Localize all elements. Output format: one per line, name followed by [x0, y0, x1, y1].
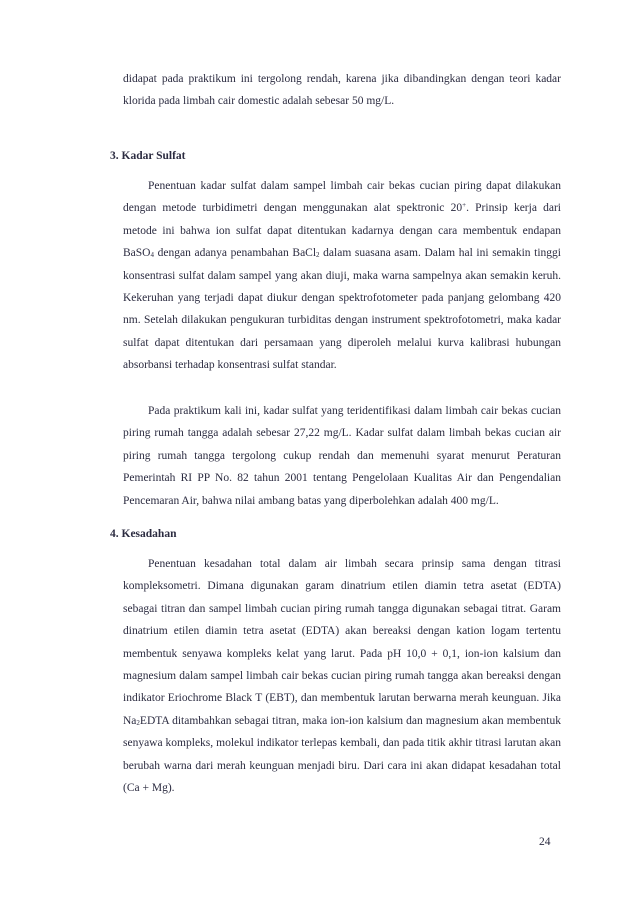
section-heading-kadar-sulfat: 3. Kadar Sulfat	[110, 150, 186, 162]
paragraph-text: Penentuan kesadahan total dalam air limbah secara prinsip sama dengan titrasi kompleksometri. Dimana digunakan garam dinatrium etilen diamin tetra asetat (EDTA) sebagai titran dan sampel limbah cucian piring rumah tangga digunakan sebagai titrat. Garam dinatrium etilen diamin tetra asetat (EDTA) akan bereaksi dengan kation logam tertentu membentuk senyawa kompleks kelat yang larut. Pada pH 10,0 + 0,1, ion-ion kalsium dan magnesium dalam sampel limbah cair bekas cucian piring rumah tangga akan bereaksi dengan indikator Eriochrome Black T (EBT), dan membentuk larutan berwarna merah keunguan. Jika Na	[123, 558, 561, 727]
paragraph-text: . Prinsip kerja dari metode ini bahwa ion sulfat dapat ditentukan kadarnya dengan cara membentuk endapan BaSO	[123, 202, 562, 260]
subscript: 2	[136, 718, 140, 727]
superscript: +	[462, 201, 467, 210]
kadar-sulfat-paragraph-2	[123, 400, 561, 512]
intro-text: didapat pada praktikum ini tergolong rendah, karena jika dibandingkan dengan teori kadar klorida pada limbah cair domestic adalah sebesar 50 mg/L.	[123, 73, 561, 108]
section-heading-kesadahan: 4. Kesadahan	[110, 528, 177, 540]
kesadahan-paragraph-1	[123, 553, 561, 799]
kadar-sulfat-paragraph-1	[123, 175, 561, 377]
page-number: 24	[539, 836, 551, 848]
paragraph-text: dalam suasana asam. Dalam hal ini semakin tinggi konsentrasi sulfat dalam sampel yang akan diuji, maka warna sampelnya akan semakin keruh. Kekeruhan yang terjadi dapat diukur dengan spektrofotometer pada panjang gelombang 420 nm. Setelah dilakukan pengukuran turbiditas dengan instrument spektrofotometri, maka kadar sulfat dapat ditentukan dari persamaan yang diperoleh melalui kurva kalibrasi hubungan absorbansi terhadap konsentrasi sulfat standar.	[123, 247, 561, 372]
intro-paragraph	[123, 68, 561, 113]
subscript: 2	[316, 251, 320, 260]
subscript: 4	[150, 251, 154, 260]
paragraph-text: Pada praktikum kali ini, kadar sulfat yang teridentifikasi dalam limbah cair bekas cucian piring rumah tangga adalah sebesar 27,22 mg/L. Kadar sulfat dalam limbah bekas cucian air piring rumah tangga tergolong cukup rendah dan memenuhi syarat menurut Peraturan Pemerintah RI PP No. 82 tahun 2001 tentang Pengelolaan Kualitas Air dan Pengendalian Pencemaran Air, bahwa nilai ambang batas yang diperbolehkan adalah 400 mg/L.	[123, 405, 561, 507]
paragraph-text: dengan adanya penambahan BaCl	[153, 247, 317, 260]
paragraph-text: Penentuan kadar sulfat dalam sampel limbah cair bekas cucian piring dapat dilakukan dengan metode turbidimetri dengan menggunakan alat spektronic 20	[123, 180, 561, 215]
paragraph-text: EDTA ditambahkan sebagai titran, maka ion-ion kalsium dan magnesium akan membentuk senyawa kompleks, molekul indikator terlepas kembali, dan pada titik akhir titrasi larutan akan berubah warna dari merah keunguan menjadi biru. Dari cara ini akan didapat kesadahan total (Ca + Mg).	[123, 714, 561, 795]
